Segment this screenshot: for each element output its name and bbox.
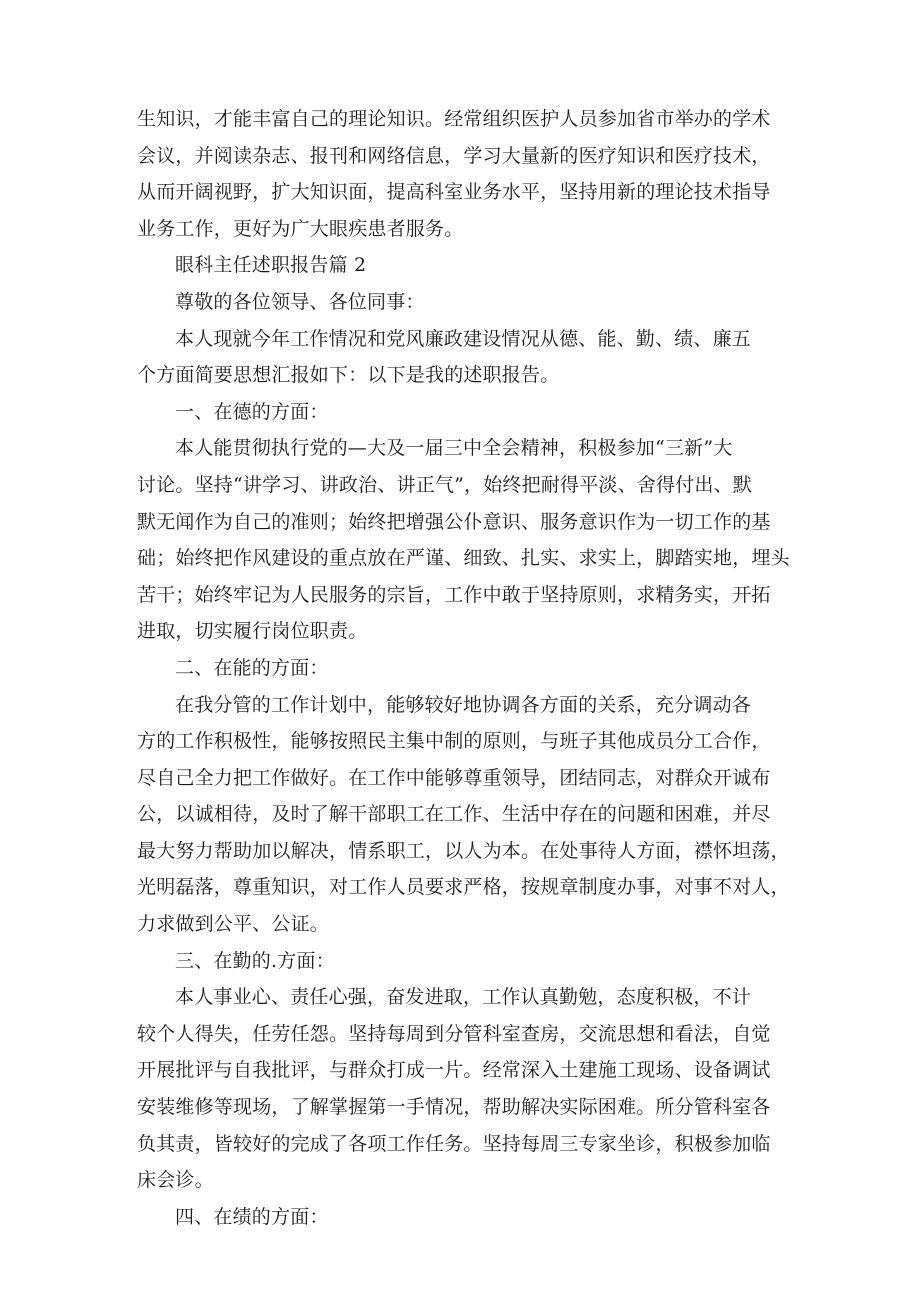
text-line: 一、在德的方面： xyxy=(175,400,329,423)
text-line: 在我分管的工作计划中，能够较好地协调各方面的关系，充分调动各 xyxy=(175,693,752,716)
text-line: 本人事业心、责任心强，奋发进取，工作认真勤勉，态度积极，不计 xyxy=(175,986,752,1009)
text-line: 础；始终把作风建设的重点放在严谨、细致、扎实、求实上，脚踏实地，埋头 xyxy=(137,547,790,570)
text-line: 力求做到公平、公证。 xyxy=(137,913,330,936)
text-line: 进取，切实履行岗位职责。 xyxy=(137,620,368,643)
text-line: 业务工作，更好为广大眼疾患者服务。 xyxy=(137,217,464,240)
text-line: 本人现就今年工作情况和党风廉政建设情况从德、能、勤、绩、廉五 xyxy=(175,327,752,350)
text-line: 负其责，皆较好的完成了各项工作任务。坚持每周三专家坐诊，积极参加临 xyxy=(137,1132,771,1155)
text-line: 较个人得失，任劳任怨。坚持每周到分管科室查房，交流思想和看法，自觉 xyxy=(137,1022,771,1045)
text-line: 个方面简要思想汇报如下：以下是我的述职报告。 xyxy=(137,364,560,387)
text-line: 讨论。坚持“讲学习、讲政治、讲正气”，始终把耐得平淡、舍得付出、默 xyxy=(137,473,753,496)
text-line: 从而开阔视野，扩大知识面，提高科室业务水平，坚持用新的理论技术指导 xyxy=(137,181,771,204)
text-line: 会议，并阅读杂志、报刊和网络信息，学习大量新的医疗知识和医疗技术， xyxy=(137,144,771,167)
document-body xyxy=(137,101,790,1235)
text-line: 三、在勤的.方面： xyxy=(175,949,335,972)
text-line: 生知识，才能丰富自己的理论知识。经常组织医护人员参加省市举办的学术 xyxy=(137,108,771,130)
text-line: 尽自己全力把工作做好。在工作中能够尊重领导，团结同志，对群众开诚布 xyxy=(137,766,771,789)
text-line: 苦干；始终牢记为人民服务的宗旨，工作中敢于坚持原则，求精务实，开拓 xyxy=(137,583,771,606)
text-line: 本人能贯彻执行党的—大及一届三中全会精神，积极参加“三新”大 xyxy=(175,437,733,460)
text-line: 光明磊落，尊重知识，对工作人员要求严格，按规章制度办事，对事不对人， xyxy=(137,876,790,899)
text-line: 眼科主任述职报告篇 2 xyxy=(175,254,367,277)
text-line: 二、在能的方面： xyxy=(175,656,329,679)
text-line: 安装维修等现场，了解掌握第一手情况，帮助解决实际困难。所分管科室各 xyxy=(137,1096,771,1119)
text-line: 尊敬的各位领导、各位同事： xyxy=(175,290,425,313)
text-line: 公，以诚相待，及时了解干部职工在工作、生活中存在的问题和困难，并尽 xyxy=(137,803,771,826)
text-line: 四、在绩的方面： xyxy=(175,1205,329,1228)
text-line: 最大努力帮助加以解决，情系职工，以人为本。在处事待人方面，襟怀坦荡， xyxy=(137,839,790,862)
text-line: 默无闻作为自己的准则；始终把增强公仆意识、服务意识作为一切工作的基 xyxy=(137,510,771,533)
text-line: 床会诊。 xyxy=(137,1169,214,1192)
text-line: 方的工作积极性，能够按照民主集中制的原则，与班子其他成员分工合作， xyxy=(137,730,771,753)
text-line: 开展批评与自我批评，与群众打成一片。经常深入土建施工现场、设备调试 xyxy=(137,1059,771,1082)
